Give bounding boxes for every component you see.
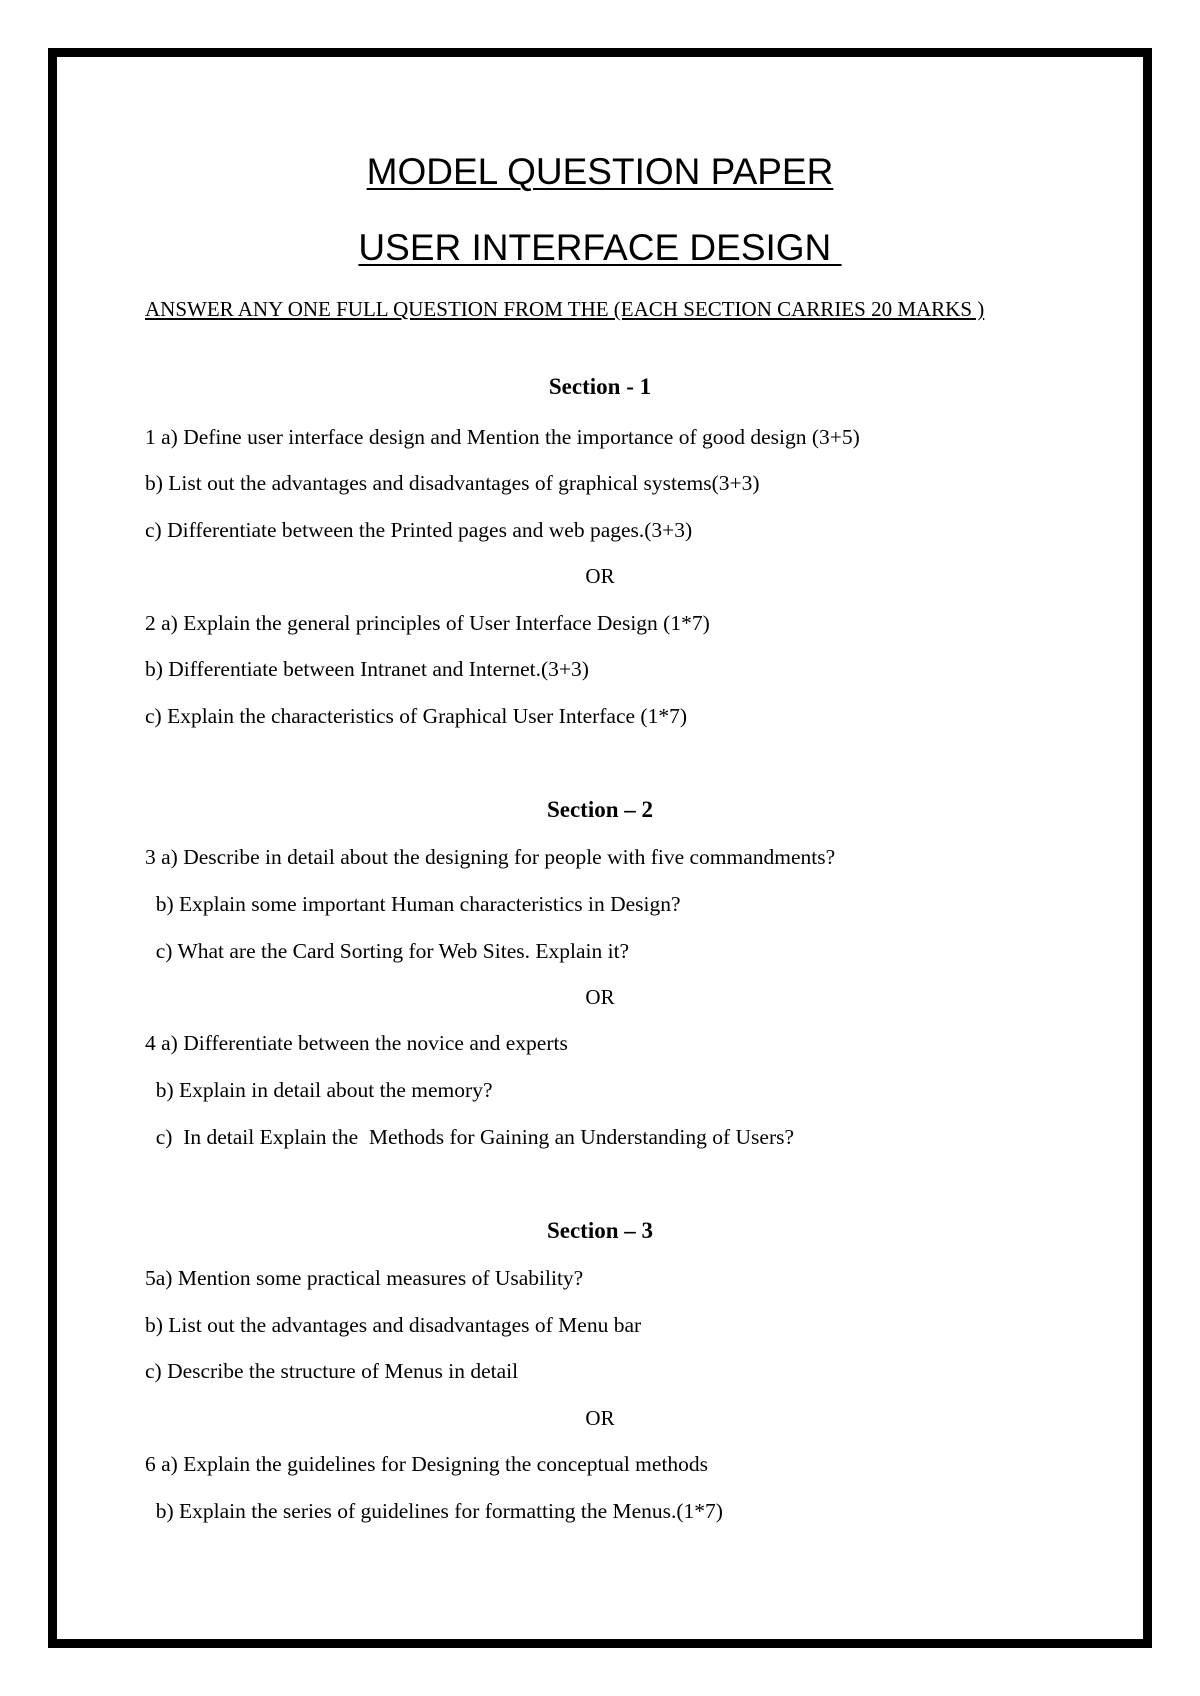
section-heading-2: Section – 2 — [546, 797, 654, 822]
question-6b: b) Explain the series of guidelines for formatting the Menus.(1*7) — [145, 1499, 723, 1523]
question-1a: 1 a) Define user interface design and Mention the importance of good design (3+5) — [145, 425, 860, 449]
question-4b: b) Explain in detail about the memory? — [145, 1078, 493, 1102]
question-3a: 3 a) Describe in detail about the designing for people with five commandments? — [145, 845, 836, 869]
section-heading-1: Section - 1 — [548, 374, 652, 399]
or-separator: OR — [585, 564, 615, 588]
question-5c: c) Describe the structure of Menus in detail — [145, 1359, 519, 1383]
question-1c: c) Differentiate between the Printed pages and web pages.(3+3) — [145, 518, 693, 542]
question-4a: 4 a) Differentiate between the novice and experts — [145, 1031, 568, 1055]
section-heading-3: Section – 3 — [546, 1218, 654, 1243]
question-1b: b) List out the advantages and disadvantages of graphical systems(3+3) — [145, 471, 760, 495]
question-5b: b) List out the advantages and disadvantages of Menu bar — [145, 1313, 642, 1337]
question-3b: b) Explain some important Human characteristics in Design? — [145, 892, 681, 916]
question-4c: c) In detail Explain the Methods for Gaining an Understanding of Users? — [145, 1125, 795, 1149]
question-2c: c) Explain the characteristics of Graphical User Interface (1*7) — [145, 704, 688, 728]
question-6a: 6 a) Explain the guidelines for Designing the conceptual methods — [145, 1452, 709, 1476]
subject-title: USER INTERFACE DESIGN — [358, 227, 842, 268]
page-title: MODEL QUESTION PAPER — [366, 151, 834, 192]
or-separator: OR — [585, 1406, 615, 1430]
instruction-text: ANSWER ANY ONE FULL QUESTION FROM THE (EACH SECTION CARRIES 20 MARKS ) — [145, 297, 985, 321]
question-2b: b) Differentiate between Intranet and Internet.(3+3) — [145, 657, 589, 681]
question-5a: 5a) Mention some practical measures of Usability? — [145, 1266, 584, 1290]
question-3c: c) What are the Card Sorting for Web Sites. Explain it? — [145, 939, 630, 963]
question-2a: 2 a) Explain the general principles of User Interface Design (1*7) — [145, 611, 710, 635]
or-separator: OR — [585, 985, 615, 1009]
